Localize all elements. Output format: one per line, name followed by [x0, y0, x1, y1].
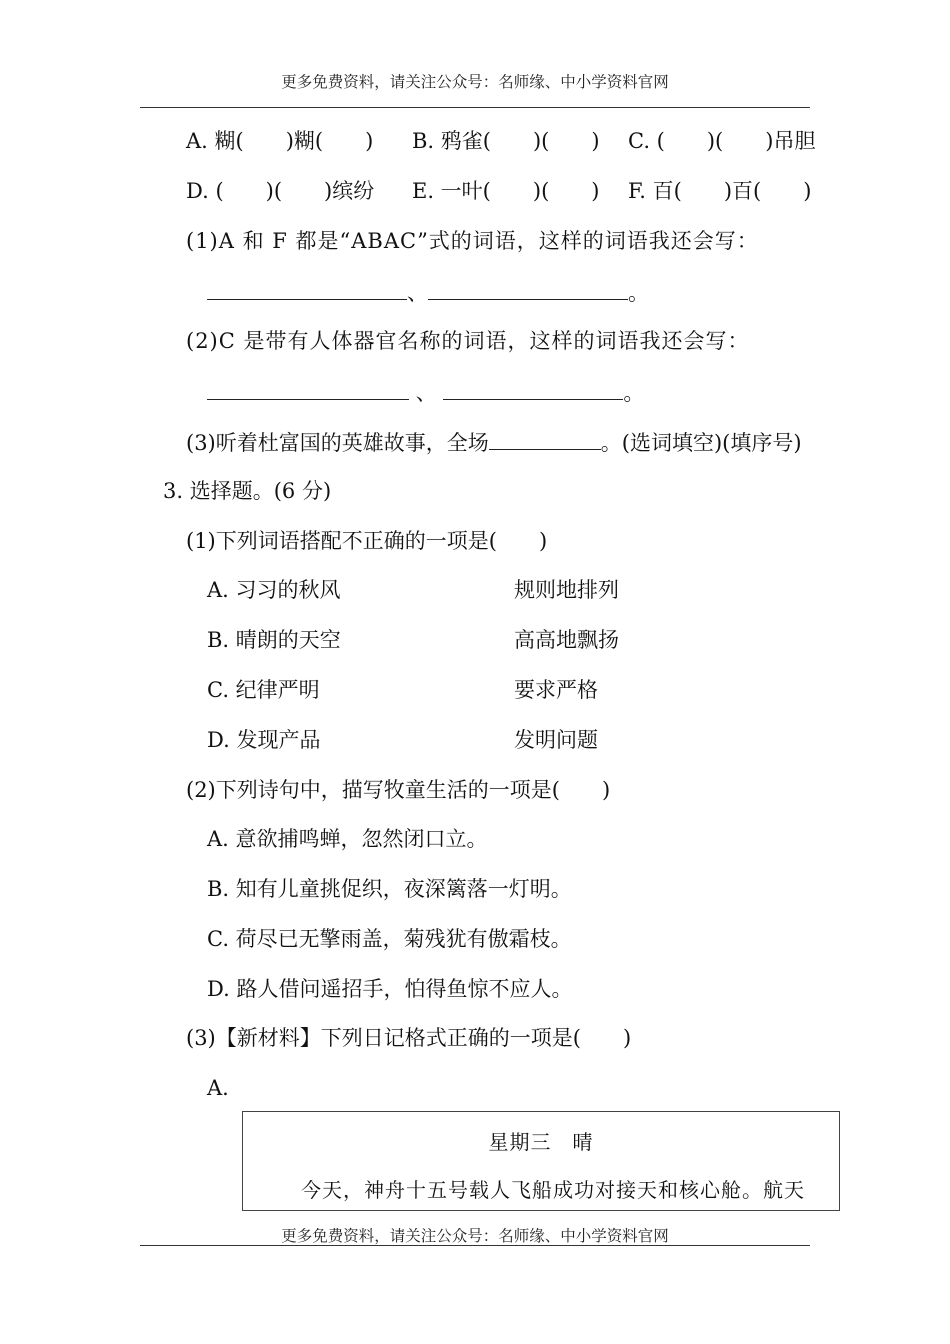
question-3-prefix: (3)听着杜富国的英雄故事，全场 — [186, 431, 489, 455]
question-2-text: (2)C 是带有人体器官名称的词语，这样的词语我还会写： — [186, 329, 750, 353]
mc1-option-a-left: A. 习习的秋风 — [207, 578, 341, 602]
answer-blank[interactable] — [443, 377, 623, 400]
diary-text: 今天，神舟十五号载人飞船成功对接天和核心舱。航天 — [301, 1178, 805, 1202]
mc1-option-d-left: D. 发现产品 — [207, 728, 321, 752]
mc2-option-b: B. 知有儿童挑促织，夜深篱落一灯明。 — [207, 877, 572, 901]
answer-blank[interactable] — [207, 377, 409, 400]
word-option-c: C. ( )( )吊胆 — [628, 129, 816, 153]
footer-rule — [140, 1245, 810, 1246]
mc1-option-d-right: 发明问题 — [514, 728, 598, 752]
mc2-option-c: C. 荷尽已无擎雨盖，菊残犹有傲霜枝。 — [207, 927, 572, 951]
question-2-answer-line — [207, 377, 644, 407]
mc1-option-b-left: B. 晴朗的天空 — [207, 628, 341, 652]
word-option-f: F. 百( )百( ) — [628, 179, 812, 203]
word-option-e: E. 一叶( )( ) — [412, 179, 600, 203]
period: 。 — [628, 281, 649, 305]
mc1-stem: (1)下列词语搭配不正确的一项是( ) — [186, 529, 548, 553]
mc2-option-d: D. 路人借问遥招手，怕得鱼惊不应人。 — [207, 977, 573, 1001]
mc1-option-c-right: 要求严格 — [514, 678, 598, 702]
answer-blank[interactable] — [207, 277, 407, 300]
mc1-option-c-left: C. 纪律严明 — [207, 678, 320, 702]
page-footer: 更多免费资料，请关注公众号：名师缘、中小学资料官网 — [281, 1227, 669, 1245]
mc2-option-a: A. 意欲捕鸣蝉，忽然闭口立。 — [207, 827, 488, 851]
mc1-option-a-right: 规则地排列 — [514, 578, 619, 602]
question-1-text: (1)A 和 F 都是“ABAC”式的词语，这样的词语我还会写： — [186, 229, 759, 253]
answer-blank[interactable] — [489, 427, 601, 450]
separator: 、 — [407, 281, 428, 305]
mc1-option-b-right: 高高地飘扬 — [514, 628, 619, 652]
question-3-suffix: 。(选词填空)(填序号) — [600, 431, 802, 455]
period: 。 — [623, 381, 645, 405]
question-1-answer-line — [207, 277, 649, 307]
word-option-d: D. ( )( )缤纷 — [186, 179, 375, 203]
section-3-title: 3. 选择题。(6 分) — [163, 479, 332, 503]
diary-box — [242, 1111, 840, 1211]
page-header: 更多免费资料，请关注公众号：名师缘、中小学资料官网 — [281, 73, 669, 91]
diary-date: 星期三 晴 — [488, 1130, 594, 1154]
answer-blank[interactable] — [428, 277, 628, 300]
mc2-stem: (2)下列诗句中，描写牧童生活的一项是( ) — [186, 778, 611, 802]
question-3-line — [186, 427, 802, 457]
word-option-a: A. 糊( )糊( ) — [186, 129, 374, 153]
mc3-stem: (3)【新材料】下列日记格式正确的一项是( ) — [186, 1026, 632, 1050]
header-rule — [140, 107, 810, 108]
separator: 、 — [415, 381, 437, 405]
word-option-b: B. 鸦雀( )( ) — [412, 129, 600, 153]
mc3-option-a-label: A. — [207, 1076, 229, 1100]
